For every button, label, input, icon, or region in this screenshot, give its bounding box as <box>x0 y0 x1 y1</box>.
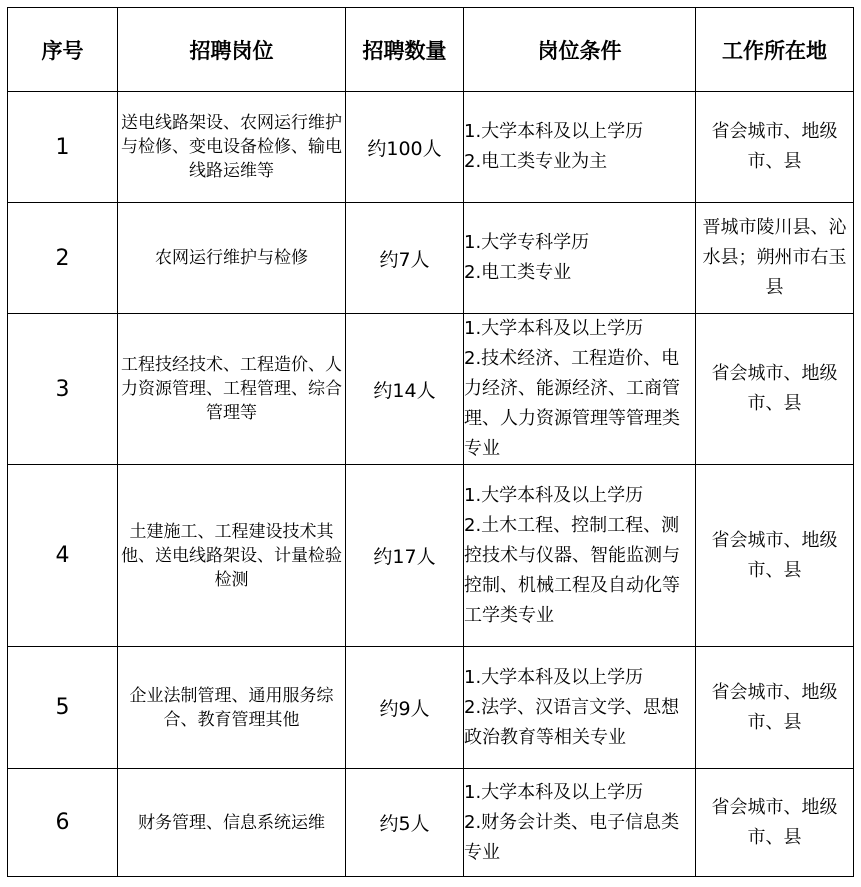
requirement-line: 2.法学、汉语言文学、思想政治教育等相关专业 <box>464 696 680 748</box>
requirement-line: 1.大学本科及以上学历 <box>464 484 644 506</box>
table-header <box>8 8 854 92</box>
header-position: 招聘岗位 <box>118 8 346 92</box>
cell-location: 省会城市、地级市、县 <box>696 465 854 647</box>
requirement-line: 2.财务会计类、电子信息类专业 <box>464 811 680 863</box>
requirement-line: 1.大学本科及以上学历 <box>464 666 644 688</box>
cell-index: 1 <box>8 92 118 203</box>
requirement-line: 2.土木工程、控制工程、测控技术与仪器、智能监测与控制、机械工程及自动化等工学类专业 <box>464 514 680 626</box>
cell-requirements <box>464 769 696 877</box>
cell-count: 约17人 <box>346 465 464 647</box>
requirement-line: 1.大学本科及以上学历 <box>464 318 644 339</box>
requirement-line: 2.技术经济、工程造价、电力经济、能源经济、工商管理、人力资源管理等管理类专业 <box>464 348 680 459</box>
cell-position: 送电线路架设、农网运行维护与检修、变电设备检修、输电线路运维等 <box>118 92 346 203</box>
cell-requirements <box>464 203 696 314</box>
cell-requirements <box>464 314 696 465</box>
cell-location: 省会城市、地级市、县 <box>696 92 854 203</box>
cell-position: 企业法制管理、通用服务综合、教育管理其他 <box>118 647 346 769</box>
cell-position: 财务管理、信息系统运维 <box>118 769 346 877</box>
cell-index: 2 <box>8 203 118 314</box>
table-row <box>8 769 854 877</box>
cell-count: 约14人 <box>346 314 464 465</box>
cell-requirements <box>464 465 696 647</box>
cell-requirements <box>464 92 696 203</box>
table-row <box>8 92 854 203</box>
header-count: 招聘数量 <box>346 8 464 92</box>
table-row <box>8 647 854 769</box>
requirement-line: 1.大学本科及以上学历 <box>464 121 644 142</box>
cell-count: 约100人 <box>346 92 464 203</box>
cell-requirements <box>464 647 696 769</box>
cell-count: 约7人 <box>346 203 464 314</box>
header-location: 工作所在地 <box>696 8 854 92</box>
requirement-line: 1.大学专科学历 <box>464 232 590 253</box>
requirement-line: 2.电工类专业 <box>464 262 572 283</box>
cell-count: 约9人 <box>346 647 464 769</box>
table-row <box>8 465 854 647</box>
cell-index: 4 <box>8 465 118 647</box>
cell-position: 农网运行维护与检修 <box>118 203 346 314</box>
table-row <box>8 314 854 465</box>
recruitment-table <box>7 7 854 877</box>
table-body <box>8 92 854 877</box>
header-index: 序号 <box>8 8 118 92</box>
header-requirements: 岗位条件 <box>464 8 696 92</box>
requirement-line: 2.电工类专业为主 <box>464 151 608 172</box>
header-row <box>8 8 854 92</box>
cell-location: 晋城市陵川县、沁水县；朔州市右玉县 <box>696 203 854 314</box>
cell-index: 5 <box>8 647 118 769</box>
cell-position: 工程技经技术、工程造价、人力资源管理、工程管理、综合管理等 <box>118 314 346 465</box>
cell-location: 省会城市、地级市、县 <box>696 647 854 769</box>
requirement-line: 1.大学本科及以上学历 <box>464 781 644 803</box>
cell-location: 省会城市、地级市、县 <box>696 314 854 465</box>
cell-position: 土建施工、工程建设技术其他、送电线路架设、计量检验检测 <box>118 465 346 647</box>
cell-index: 3 <box>8 314 118 465</box>
cell-index: 6 <box>8 769 118 877</box>
cell-count: 约5人 <box>346 769 464 877</box>
cell-location: 省会城市、地级市、县 <box>696 769 854 877</box>
table-row <box>8 203 854 314</box>
